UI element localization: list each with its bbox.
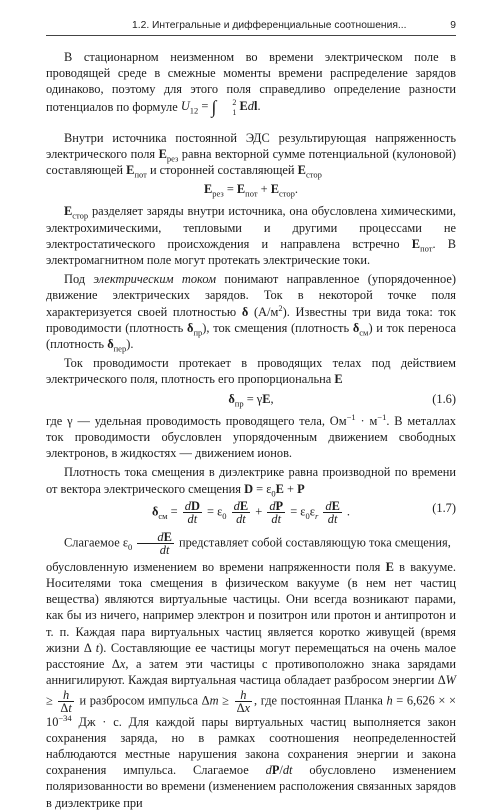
paragraph-2: Внутри источника постоянной ЭДС результирующая напряженность электрического поля $E_{рез}$ равна векторной сумме потенциальной (кулоновой) составляющей $E_{пот}$ и сторонней составляющей $E_{стор}$ [46,130,456,180]
text-body [46,49,456,811]
paragraph-8: Слагаемое $\varepsilon_0$ $\frac{dE}{dt}$ представляет собой составляющую тока смещения, [64,529,451,557]
paragraph-9: обусловленную изменением во времени напряженности поля E в вакууме. Носителями тока смещения в физическом вакууме (в нем нет частиц вещества) являются виртуальные частицы. Они всегда возникают парами, как бы из ничего, например электрон и позитрон или протон и антипротон и т. п. Каждая пара виртуальных частиц является коротко живущей (время жизни Δ t). Составляющие ее частицы могут перемещаться на очень малое расстояние Δx, а затем эти частицы с противоположно знака зарядами аннигилируют. Каждая виртуальная частица обладает разбросом энергии ΔW ≥ $\frac{h}{\Delta t}$ и разбросом импульса Δm ≥ $\frac{h}{\Delta x}$ , где постоянная Планка h = 6,626 × × $10^{-34}$ Дж · с. Для каждой пары виртуальных частиц выполняется закон сохранения заряда, но в рамках соотношения неопределенностей наблюдаются местные нарушения закона сохранения энергии и закона сохранения импульса. Слагаемое dP/dt обусловлено изменением поляризованности во времени (изменением расположения связанных зарядов в диэлектрике при [46,559,457,810]
page-number: 9 [450,20,456,31]
equation-displacement-current: $\delta_{см}$ = $\frac{dD}{dt}$ = $\varepsilon_0$ $\frac{dE}{dt}$ + $\frac{dP}{dt}$ = $\varepsilon_0\varepsilon_r$ $\frac{dE}{dt}$ . (1.7) [151,498,456,526]
paragraph-7: Плотность тока смещения в диэлектрике равна производной по времени от вектора электрического смещения $D = \varepsilon_0E + P$ [46,465,456,499]
equation-number-1-7: (1.7) [432,500,456,515]
equation-conduction-current: $\delta_{пр} = \gamma E$, (1.6) [228,391,456,409]
equation-potential-difference: $U_{12}$ = ∫ 2 1 Edl. [180,97,261,118]
equation-resultant-field: $E_{рез} = E_{пот} + E_{стор}$. [203,182,299,199]
paragraph-1: В стационарном неизменном во времени электрическом поле в проводящей среде в смежные моменты времени распределение зарядов одинаково, поэтому для этого поля справедливо определение разности потенциалов по формуле $U_{12}$ = ∫ 2 1 Edl. [46,50,456,118]
running-header [46,0,456,36]
header-title: 1.2. Интегральные и дифференциальные соотношения... [132,20,407,31]
paragraph-5: Ток проводимости протекает в проводящих телах под действием электрического поля, плотность его пропорциональна E [46,356,456,387]
paragraph-6: где γ — удельная проводимость проводящего тела, $Ом^{-1} \cdot м^{-1}$. В металлах ток проводимости обусловлен упорядоченным движением свободных электронов, в жидкостях — движением ионов. [46,411,456,461]
paragraph-3: $E_{стор}$ разделяет заряды внутри источника, она обусловлена химическими, электрохимическими, тепловыми и другими процессами не электростатического происхождения и направлена встречно $E_{пот}$. В электромагнитном поле могут протекать электрические токи. [46,204,457,268]
paragraph-4: Под электрическим током понимают направленное (упорядоченное) движение электрических зарядов. Ток в некоторой точке поля характеризуется своей плотностью δ $(А/м^2)$. Известны три вида тока: ток проводимости (плотность $\delta_{пр}$), ток смещения (плотность $\delta_{см}$) и ток переноса (плотность $\delta_{пер}$). [46,272,456,354]
equation-number-1-6: (1.6) [432,391,456,406]
